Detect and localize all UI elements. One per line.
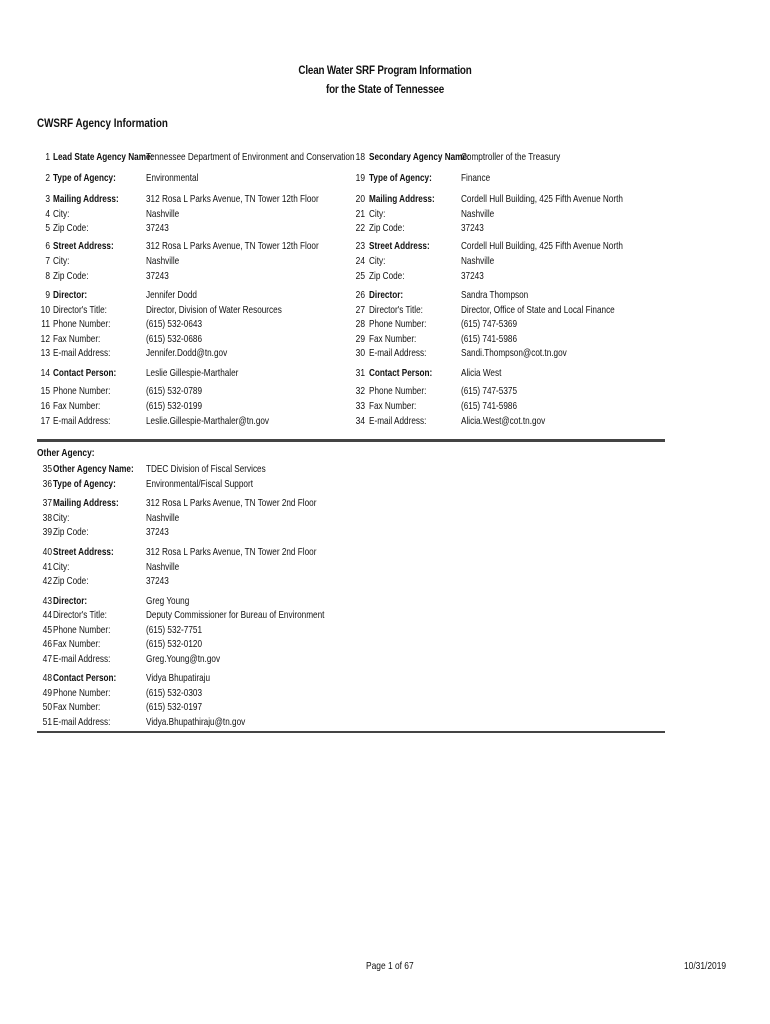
other-agency-heading: Other Agency: — [37, 447, 95, 459]
field-value: Sandi.Thompson@cot.tn.gov — [461, 347, 567, 359]
field-value: Greg.Young@tn.gov — [146, 653, 221, 665]
field-value: (615) 532-0199 — [146, 400, 203, 412]
field-label: Lead State Agency Name: — [53, 151, 154, 163]
field-number: 29 — [355, 333, 365, 345]
field-value: Director, Office of State and Local Finance — [461, 304, 615, 316]
field-label: City: — [53, 561, 70, 573]
field-number: 2 — [45, 172, 50, 184]
field-label: Fax Number: — [53, 333, 101, 345]
field-number: 4 — [45, 208, 50, 220]
field-value: 37243 — [461, 222, 484, 234]
field-label: City: — [53, 512, 70, 524]
field-number: 38 — [42, 512, 52, 524]
field-value: Vidya Bhupatiraju — [146, 672, 211, 684]
field-label: Contact Person: — [369, 367, 433, 379]
field-label: Fax Number: — [53, 400, 101, 412]
field-value: 37243 — [146, 222, 169, 234]
field-number: 15 — [40, 385, 50, 397]
field-label: Phone Number: — [369, 385, 427, 397]
field-number: 31 — [355, 367, 365, 379]
page-title: Clean Water SRF Program Information — [298, 63, 472, 77]
field-number: 21 — [355, 208, 365, 220]
field-label: E-mail Address: — [53, 415, 111, 427]
field-label: Phone Number: — [369, 318, 427, 330]
field-number: 35 — [42, 463, 52, 475]
field-label: Director's Title: — [53, 304, 107, 316]
field-label: Street Address: — [53, 546, 114, 558]
field-number: 47 — [42, 653, 52, 665]
field-label: Other Agency Name: — [53, 463, 134, 475]
field-number: 32 — [355, 385, 365, 397]
field-label: Zip Code: — [53, 575, 89, 587]
field-label: Zip Code: — [53, 526, 89, 538]
field-label: E-mail Address: — [369, 347, 427, 359]
field-value: 312 Rosa L Parks Avenue, TN Tower 2nd Floor — [146, 497, 317, 509]
field-number: 33 — [355, 400, 365, 412]
field-label: E-mail Address: — [53, 347, 111, 359]
field-number: 7 — [45, 255, 50, 267]
field-number: 25 — [355, 270, 365, 282]
field-label: Type of Agency: — [53, 478, 116, 490]
field-value: Leslie.Gillespie-Marthaler@tn.gov — [146, 415, 270, 427]
field-label: E-mail Address: — [53, 716, 111, 728]
field-number: 34 — [355, 415, 365, 427]
field-number: 1 — [45, 151, 50, 163]
field-label: Secondary Agency Name: — [369, 151, 470, 163]
field-value: Sandra Thompson — [461, 289, 529, 301]
field-label: Type of Agency: — [53, 172, 116, 184]
field-value: Leslie Gillespie-Marthaler — [146, 367, 239, 379]
field-value: Vidya.Bhupathiraju@tn.gov — [146, 716, 246, 728]
field-value: (615) 532-0197 — [146, 701, 203, 713]
field-label: Zip Code: — [369, 222, 405, 234]
field-label: City: — [369, 255, 386, 267]
field-value: 37243 — [146, 526, 169, 538]
field-number: 36 — [42, 478, 52, 490]
field-value: (615) 532-0686 — [146, 333, 203, 345]
field-label: Fax Number: — [53, 701, 101, 713]
field-number: 48 — [42, 672, 52, 684]
field-label: Phone Number: — [53, 318, 111, 330]
field-label: Contact Person: — [53, 367, 117, 379]
field-label: Director's Title: — [369, 304, 423, 316]
field-number: 39 — [42, 526, 52, 538]
field-label: Fax Number: — [369, 400, 417, 412]
field-value: 312 Rosa L Parks Avenue, TN Tower 2nd Floor — [146, 546, 317, 558]
field-label: Director's Title: — [53, 609, 107, 621]
field-label: Phone Number: — [53, 624, 111, 636]
field-value: (615) 741-5986 — [461, 400, 518, 412]
field-label: Director: — [53, 595, 88, 607]
field-label: Street Address: — [53, 240, 114, 252]
field-number: 11 — [41, 318, 50, 330]
field-number: 42 — [42, 575, 52, 587]
field-label: Phone Number: — [53, 687, 111, 699]
field-value: Jennifer Dodd — [146, 289, 197, 301]
field-value: Nashville — [461, 208, 495, 220]
field-value: (615) 747-5369 — [461, 318, 518, 330]
page-subtitle: for the State of Tennessee — [325, 82, 445, 96]
field-label: Director: — [53, 289, 88, 301]
field-value: Alicia.West@cot.tn.gov — [461, 415, 546, 427]
field-value: (615) 532-0643 — [146, 318, 203, 330]
field-value: (615) 532-0303 — [146, 687, 203, 699]
field-value: Jennifer.Dodd@tn.gov — [146, 347, 228, 359]
field-number: 41 — [42, 561, 52, 573]
field-number: 3 — [45, 193, 50, 205]
bottom-divider — [37, 731, 665, 733]
field-value: (615) 747-5375 — [461, 385, 518, 397]
field-number: 18 — [355, 151, 365, 163]
field-value: (615) 532-7751 — [146, 624, 203, 636]
field-label: Phone Number: — [53, 385, 111, 397]
section-divider — [37, 439, 665, 442]
field-value: (615) 741-5986 — [461, 333, 518, 345]
field-value: Comptroller of the Treasury — [461, 151, 561, 163]
field-value: 312 Rosa L Parks Avenue, TN Tower 12th Floor — [146, 240, 319, 252]
field-number: 49 — [42, 687, 52, 699]
field-value: TDEC Division of Fiscal Services — [146, 463, 266, 475]
field-value: 37243 — [146, 270, 169, 282]
field-number: 23 — [355, 240, 365, 252]
section-title: CWSRF Agency Information — [37, 116, 168, 130]
field-number: 27 — [355, 304, 365, 316]
field-number: 50 — [42, 701, 52, 713]
field-label: Zip Code: — [53, 270, 89, 282]
field-label: City: — [369, 208, 386, 220]
field-label: Mailing Address: — [53, 497, 119, 509]
field-number: 46 — [42, 638, 52, 650]
field-number: 16 — [40, 400, 50, 412]
field-value: Greg Young — [146, 595, 190, 607]
field-number: 37 — [42, 497, 52, 509]
footer-date: 10/31/2019 — [684, 960, 727, 972]
field-value: Tennessee Department of Environment and Conservation — [146, 151, 355, 163]
field-number: 10 — [40, 304, 50, 316]
field-number: 12 — [40, 333, 50, 345]
field-value: (615) 532-0120 — [146, 638, 203, 650]
field-label: E-mail Address: — [369, 415, 427, 427]
field-value: Environmental — [146, 172, 199, 184]
field-value: Deputy Commissioner for Bureau of Environment — [146, 609, 325, 621]
field-value: Alicia West — [461, 367, 502, 379]
field-number: 43 — [42, 595, 52, 607]
field-number: 40 — [42, 546, 52, 558]
field-label: Type of Agency: — [369, 172, 432, 184]
field-label: E-mail Address: — [53, 653, 111, 665]
field-label: City: — [53, 255, 70, 267]
field-value: Nashville — [146, 208, 180, 220]
field-label: Street Address: — [369, 240, 430, 252]
field-label: Zip Code: — [369, 270, 405, 282]
field-number: 5 — [45, 222, 50, 234]
field-number: 44 — [42, 609, 52, 621]
field-value: Cordell Hull Building, 425 Fifth Avenue North — [461, 240, 623, 252]
field-label: City: — [53, 208, 70, 220]
field-number: 13 — [40, 347, 50, 359]
field-label: Contact Person: — [53, 672, 117, 684]
field-label: Zip Code: — [53, 222, 89, 234]
field-label: Mailing Address: — [53, 193, 119, 205]
field-value: Nashville — [146, 512, 180, 524]
field-number: 45 — [42, 624, 52, 636]
field-number: 51 — [42, 716, 52, 728]
field-value: 312 Rosa L Parks Avenue, TN Tower 12th Floor — [146, 193, 319, 205]
field-value: Cordell Hull Building, 425 Fifth Avenue North — [461, 193, 623, 205]
field-value: Nashville — [461, 255, 495, 267]
field-number: 9 — [45, 289, 50, 301]
field-number: 6 — [45, 240, 50, 252]
field-value: Nashville — [146, 561, 180, 573]
field-number: 22 — [355, 222, 365, 234]
field-label: Mailing Address: — [369, 193, 435, 205]
field-value: Nashville — [146, 255, 180, 267]
field-number: 30 — [355, 347, 365, 359]
page-number: Page 1 of 67 — [366, 960, 414, 972]
field-number: 17 — [40, 415, 50, 427]
field-value: 37243 — [146, 575, 169, 587]
field-value: (615) 532-0789 — [146, 385, 203, 397]
field-number: 26 — [355, 289, 365, 301]
field-number: 20 — [355, 193, 365, 205]
field-label: Fax Number: — [369, 333, 417, 345]
field-label: Fax Number: — [53, 638, 101, 650]
field-number: 28 — [355, 318, 365, 330]
field-value: Finance — [461, 172, 491, 184]
field-label: Director: — [369, 289, 404, 301]
field-number: 24 — [355, 255, 365, 267]
field-number: 14 — [40, 367, 50, 379]
field-value: Environmental/Fiscal Support — [146, 478, 253, 490]
field-value: 37243 — [461, 270, 484, 282]
field-number: 19 — [355, 172, 365, 184]
field-number: 8 — [45, 270, 50, 282]
field-value: Director, Division of Water Resources — [146, 304, 282, 316]
